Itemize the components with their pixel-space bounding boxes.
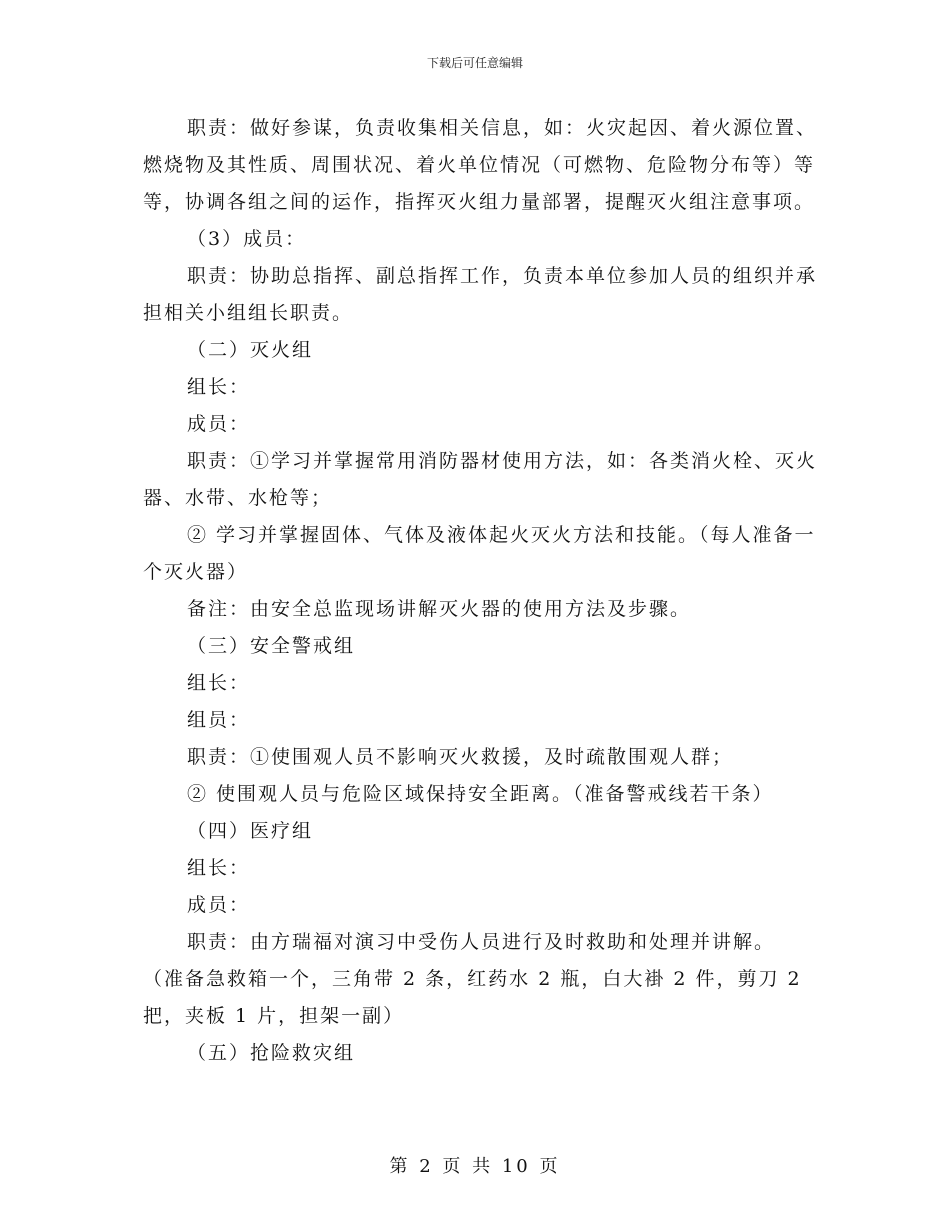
paragraph: 职责：①使围观人员不影响灭火救援，及时疏散围观人群； (187, 746, 734, 768)
section-heading: （二）灭火组 (187, 339, 314, 361)
paragraph: 职责：协助总指挥、副总指挥工作，负责本单位参加人员的组织并承担相关小组组长职责。 (143, 265, 818, 324)
paragraph: 职责：①学习并掌握常用消防器材使用方法，如：各类消火栓、灭火器、水带、水枪等； (143, 450, 818, 509)
paragraph: 职责：做好参谋，负责收集相关信息，如：火灾起因、着火源位置、燃烧物及其性质、周围状况、着火单位情况（可燃物、危险物分布等）等等，协调各组之间的运作，指挥灭火组力量部署，提醒灭火组注意事项。 (143, 117, 818, 213)
paragraph: 备注：由安全总监现场讲解灭火器的使用方法及步骤。 (187, 598, 692, 620)
paragraph: 成员： (187, 413, 251, 435)
paragraph: 组长： (187, 672, 251, 694)
section-heading: （3）成员： (187, 228, 307, 250)
paragraph: 组长： (187, 857, 251, 879)
paragraph: （准备急救箱一个，三角带 2 条，红药水 2 瓶，白大褂 2 件，剪刀 2 把，夹板 1 片，担架一副） (143, 968, 802, 1027)
paragraph: ② 使围观人员与危险区域保持安全距离。（准备警戒线若干条） (187, 783, 774, 805)
paragraph: 成员： (187, 894, 251, 916)
document-body (143, 110, 823, 1072)
paragraph: ② 学习并掌握固体、气体及液体起火灭火方法和技能。（每人准备一个灭火器） (143, 524, 816, 583)
section-heading: （五）抢险救灾组 (187, 1042, 356, 1064)
paragraph: 组长： (187, 376, 251, 398)
paragraph: 组员： (187, 709, 251, 731)
paragraph: 职责：由方瑞福对演习中受伤人员进行及时救助和处理并讲解。 (187, 931, 776, 953)
page-header: 下载后可任意编辑 (426, 56, 523, 70)
page-number: 第 2 页 共 10 页 (389, 1156, 561, 1177)
section-heading: （三）安全警戒组 (187, 635, 356, 657)
section-heading: （四）医疗组 (187, 820, 314, 842)
